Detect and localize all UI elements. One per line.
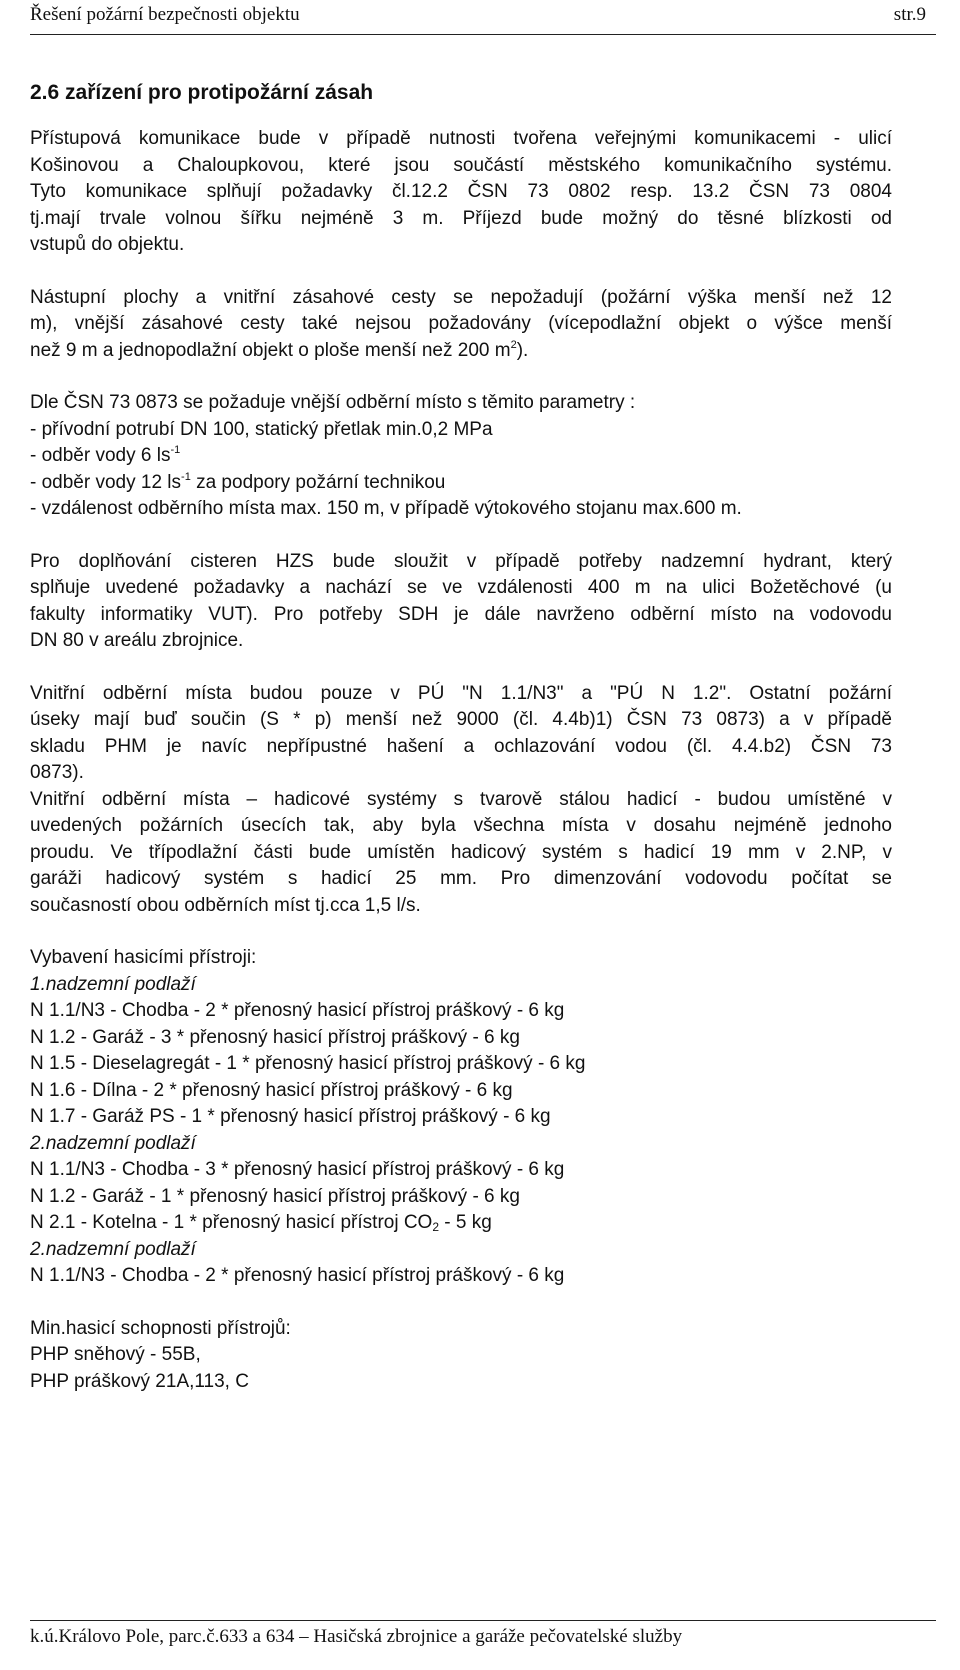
paragraph-water-source [30,390,892,523]
text-line: Přístupová komunikace bude v případě nutnosti tvořena veřejnými komunikacemi - ulicí [30,128,892,149]
text-line: DN 80 v areálu zbrojnice. [30,630,244,651]
list-item: N 1.5 - Dieselagregát - 1 * přenosný hasicí přístroj práškový - 6 kg [30,1053,586,1074]
text-line: garáži hadicový systém s hadicí 25 mm. Pro dimenzování vodovodu počítat se [30,868,892,889]
paragraph-access-areas [30,285,892,365]
page-number: str.9 [893,4,926,25]
list-title: Vybavení hasicími přístroji: [30,947,257,968]
text-line: Vnitřní odběrní místa – hadicové systémy s tvarově stálou hadicí - budou umístěné v [30,788,892,810]
superscript: -1 [181,470,191,483]
text-line: Vnitřní odběrní místa budou pouze v PÚ "N 1.1/N3" a "PÚ N 1.2". Ostatní požární [30,682,892,704]
paragraph-hose-systems [30,787,892,920]
section-heading: 2.6 zařízení pro protipožární zásah [30,81,374,104]
list-item: PHP práškový 21A,113, C [30,1370,249,1392]
text-line: Košinovou a Chaloupkovou, které jsou součástí městského komunikačního systému. [30,154,892,176]
text-line: 0873). [30,762,84,783]
list-item: N 1.2 - Garáž - 1 * přenosný hasicí přístroj práškový - 6 kg [30,1185,520,1207]
superscript: 2 [510,338,517,351]
document-body [30,78,892,1421]
list-item: N 1.1/N3 - Chodba - 3 * přenosný hasicí přístroj práškový - 6 kg [30,1159,565,1180]
text-line: úseky mají buď součin (S * p) menší než 9000 (čl. 4.4b)1) ČSN 73 0873) a v případě [30,709,892,730]
text-line: skladu PHM je navíc nepřípustné hašení a ochlazování vodou (čl. 4.4.b2) ČSN 73 [30,735,892,757]
text-line: splňuje uvedené požadavky a nachází se ve vzdálenosti 400 m na ulici Božetěchové (u [30,577,892,598]
superscript: -1 [170,444,181,456]
list-item: N 1.7 - Garáž PS - 1 * přenosný hasicí přístroj práškový - 6 kg [30,1106,551,1127]
extinguisher-list [30,945,892,1290]
page-footer: k.ú.Královo Pole, parc.č.633 a 634 – Hasičská zbrojnice a garáže pečovatelské služby [30,1626,683,1647]
list-item: - odběr vody 6 $ls^{-1}$ [30,444,181,466]
text-line: proudu. Ve třípodlažní části bude umístěn hadicový systém s hadicí 19 mm v 2.NP, v [30,841,892,863]
text-line: vstupů do objektu. [30,234,185,255]
header-divider [30,34,936,35]
text-line: současností obou odběrních míst tj.cca 1,5 l/s. [30,894,421,916]
text-line: Dle ČSN 73 0873 se požaduje vnější odběrní místo s těmito parametry : [30,392,636,413]
list-item: - odběr vody 12 $ls^{-1}$ za podpory požární technikou [30,470,446,493]
text-line: Tyto komunikace splňují požadavky čl.12.2 ČSN 73 0802 resp. 13.2 ČSN 73 0804 [30,181,892,202]
text-line: tj.mají trvale volnou šířku nejméně 3 m. Příjezd bude možný do těsné blízkosti od [30,207,892,229]
page-header [30,4,936,34]
text-line: Nástupní plochy a vnitřní zásahové cesty se nepožadují (požární výška menší než 12 [30,286,892,308]
text-line: Pro doplňování cisteren HZS bude sloužit v případě potřeby nadzemní hydrant, který [30,550,892,572]
paragraph-access-road [30,126,892,259]
list-item: N 1.1/N3 - Chodba - 2 * přenosný hasicí přístroj práškový - 6 kg [30,1000,565,1021]
paragraph-hydrant [30,549,892,655]
list-item: N 1.2 - Garáž - 3 * přenosný hasicí přístroj práškový - 6 kg [30,1026,520,1048]
floor-heading: 1.nadzemní podlaží [30,973,196,995]
list-item: - přívodní potrubí DN 100, statický přetlak min.0,2 MPa [30,418,493,440]
list-item: - vzdálenost odběrního místa max. 150 m, v případě výtokového stojanu max.600 m. [30,498,742,519]
paragraph-internal-points [30,681,892,787]
text-line: než 9 m a jednopodlažní objekt o ploše menší než 200 $m^2$). [30,338,529,361]
header-title: Řešení požární bezpečnosti objektu [30,4,300,25]
subscript: 2 [432,1220,440,1234]
list-item: N 1.6 - Dílna - 2 * přenosný hasicí přístroj práškový - 6 kg [30,1079,513,1101]
floor-heading: 2.nadzemní podlaží [30,1238,196,1260]
text-line: m), vnější zásahové cesty také nejsou požadovány (vícepodlažní objekt o výšce menší [30,313,892,334]
list-item: PHP sněhový - 55B, [30,1344,201,1365]
text-line: uvedených požárních úsecích tak, aby byla všechna místa v dosahu nejméně jednoho [30,815,892,836]
footer-divider [30,1620,936,1621]
list-title: Min.hasicí schopnosti přístrojů: [30,1317,291,1339]
text-line: fakulty informatiky VUT). Pro potřeby SDH je dále navrženo odběrní místo na vodovodu [30,603,892,625]
floor-heading: 2.nadzemní podlaží [30,1132,196,1154]
list-item: N 1.1/N3 - Chodba - 2 * přenosný hasicí přístroj práškový - 6 kg [30,1265,565,1286]
extinguisher-capacity [30,1316,892,1396]
list-item: N 2.1 - Kotelna - 1 * přenosný hasicí přístroj $CO_2 - 5$ kg [30,1212,492,1234]
